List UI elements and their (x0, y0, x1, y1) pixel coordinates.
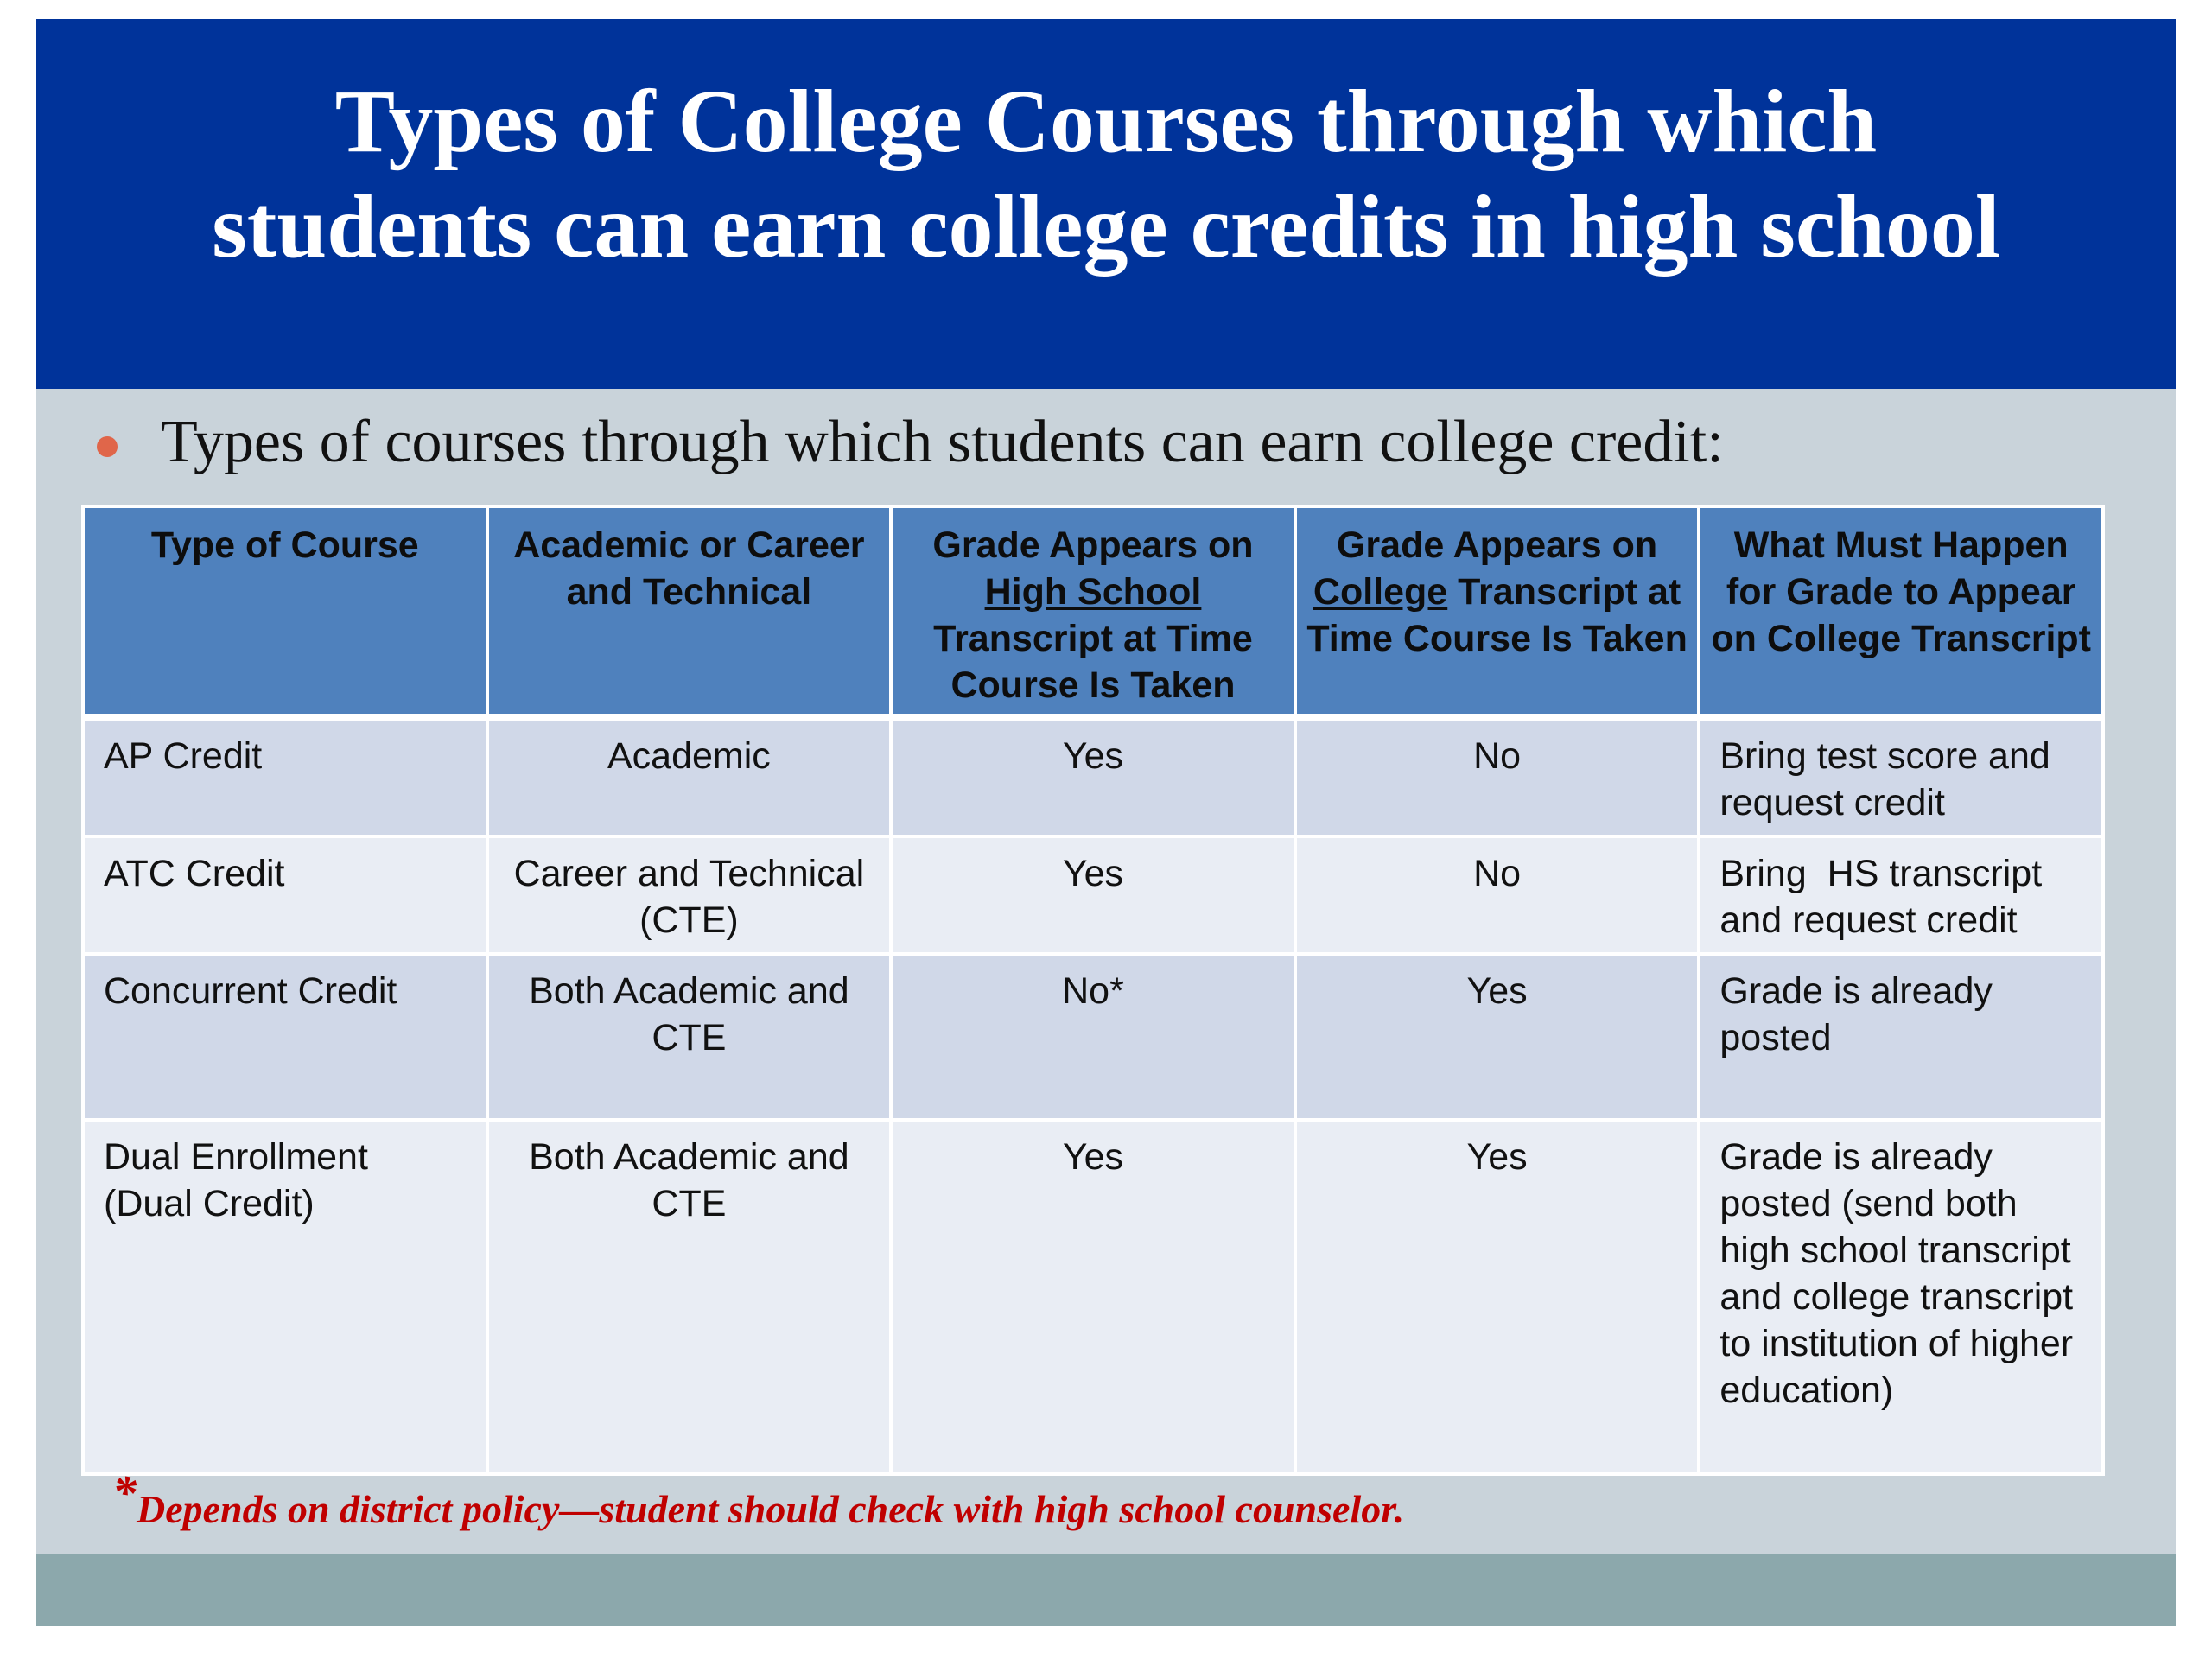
title-line-1: Types of College Courses through which (334, 72, 1878, 171)
cell-category: Academic (487, 717, 892, 836)
slide (36, 19, 2176, 1626)
cell-type: AP Credit (83, 717, 487, 836)
cell-college-transcript: No (1295, 717, 1700, 836)
header-hs-post: Transcript at Time Course Is Taken (933, 618, 1253, 706)
cell-requirement: Bring HS transcript and request credit (1699, 836, 2103, 954)
bullet-text: Types of courses through which students can earn college credit: (161, 409, 1724, 475)
title-bar (36, 19, 2176, 389)
header-college-post: Transcript at Time Course Is Taken (1306, 571, 1688, 659)
header-academic-or-cte: Academic or Career and Technical (487, 506, 892, 717)
header-college-underline: College (1313, 571, 1448, 613)
cell-college-transcript: Yes (1295, 954, 1700, 1120)
cell-category: Both Academic and CTE (487, 954, 892, 1120)
course-types-table (81, 505, 2105, 1476)
cell-category: Career and Technical (CTE) (487, 836, 892, 954)
table-row (83, 717, 2103, 836)
footnote-text: Depends on district policy—student should check with high school counselor. (137, 1487, 1405, 1531)
cell-type: ATC Credit (83, 836, 487, 954)
bullet-dot-icon (97, 436, 118, 457)
table-row (83, 836, 2103, 954)
header-grade-hs-transcript (891, 506, 1295, 717)
cell-requirement: Bring test score and request credit (1699, 717, 2103, 836)
table-row (83, 954, 2103, 1120)
header-what-must-happen: What Must Happen for Grade to Appear on College Transcript (1699, 506, 2103, 717)
header-hs-pre: Grade Appears on (932, 524, 1254, 566)
header-college-pre: Grade Appears on (1336, 524, 1658, 566)
table-header-row (83, 506, 2103, 717)
footnote-marker: * (112, 1466, 137, 1520)
header-hs-underline: High School (984, 571, 1202, 613)
title-line-2: students can earn college credits in high school (212, 177, 2000, 276)
cell-college-transcript: No (1295, 836, 1700, 954)
cell-requirement: Grade is already posted (1699, 954, 2103, 1120)
cell-college-transcript: Yes (1295, 1120, 1700, 1474)
slide-title (36, 69, 2176, 280)
header-grade-college-transcript (1295, 506, 1700, 717)
cell-type: Dual Enrollment (Dual Credit) (83, 1120, 487, 1474)
header-type-of-course: Type of Course (83, 506, 487, 717)
table-row (83, 1120, 2103, 1474)
footer-band (36, 1554, 2176, 1626)
cell-hs-transcript: Yes (891, 1120, 1295, 1474)
cell-requirement: Grade is already posted (send both high school transcript and college transcript to institution of higher education) (1699, 1120, 2103, 1474)
cell-hs-transcript: Yes (891, 836, 1295, 954)
cell-category: Both Academic and CTE (487, 1120, 892, 1474)
bullet-item (97, 399, 1724, 486)
cell-hs-transcript: No* (891, 954, 1295, 1120)
footnote (112, 1466, 1405, 1535)
cell-type: Concurrent Credit (83, 954, 487, 1120)
cell-hs-transcript: Yes (891, 717, 1295, 836)
